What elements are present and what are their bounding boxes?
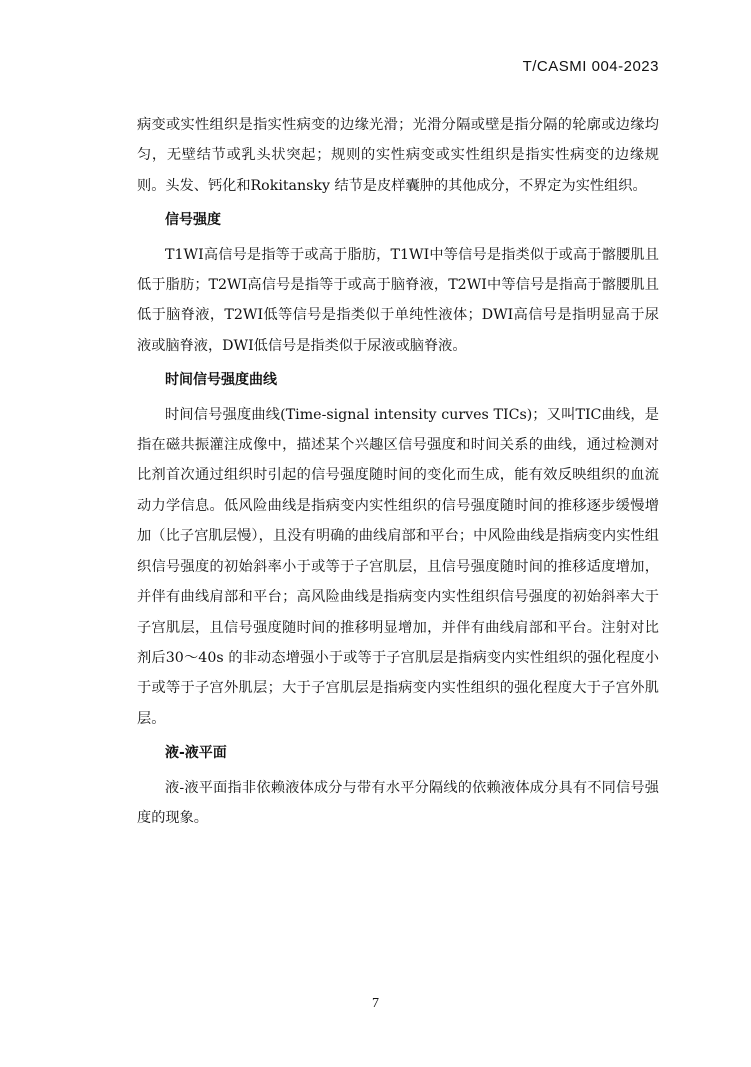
page-content: [137, 110, 659, 833]
paragraph-solid-tissue: 病变或实性组织是指实性病变的边缘光滑；光滑分隔或壁是指分隔的轮廓或边缘均匀，无壁结节或乳头状突起；规则的实性病变或实性组织是指实性病变的边缘规则。头发、钙化和Rokitansky 结节是皮样囊肿的其他成分，不界定为实性组织。: [137, 117, 659, 194]
page-number: 7: [372, 996, 379, 1011]
heading-fluid-fluid-level: 液-液平面: [165, 745, 227, 762]
paragraph-fluid-fluid-level: 液-液平面指非依赖液体成分与带有水平分隔线的依赖液体成分具有不同信号强度的现象。: [137, 779, 659, 826]
paragraph-time-signal-curve: 时间信号强度曲线(Time-signal intensity curves TICs)；又叫TIC曲线，是指在磁共振灌注成像中，描述某个兴趣区信号强度和时间关系的曲线，通过检测对比剂首次通过组织时引起的信号强度随时间的变化而生成，能有效反映组织的血流动力学信息。低风险曲线是指病变内实性组织的信号强度随时间的推移逐步缓慢增加（比子宫肌层慢），且没有明确的曲线肩部和平台；中风险曲线是指病变内实性组织信号强度的初始斜率小于或等于子宫肌层，且信号强度随时间的推移适度增加，并伴有曲线肩部和平台；高风险曲线是指病变内实性组织信号强度的初始斜率大于子宫肌层，且信号强度随时间的推移明显增加，并伴有曲线肩部和平台。注射对比剂后30～40s 的非动态增强小于或等于子宫肌层是指病变内实性组织的强化程度小于或等于子宫外肌层；大于子宫肌层是指病变内实性组织的强化程度大于子宫外肌层。: [137, 406, 659, 727]
heading-signal-intensity: 信号强度: [165, 212, 221, 229]
document-code: T/CASMI 004-2023: [522, 58, 659, 75]
heading-time-signal-curve: 时间信号强度曲线: [165, 372, 277, 389]
paragraph-signal-intensity: T1WI高信号是指等于或高于脂肪，T1WI中等信号是指类似于或高于髂腰肌且低于脂肪；T2WI高信号是指等于或高于脑脊液，T2WI中等信号是指高于髂腰肌且低于脑脊液，T2WI低等信号是指类似于单纯性液体；DWI高信号是指明显高于尿液或脑脊液，DWI低信号是指类似于尿液或脑脊液。: [137, 246, 659, 354]
